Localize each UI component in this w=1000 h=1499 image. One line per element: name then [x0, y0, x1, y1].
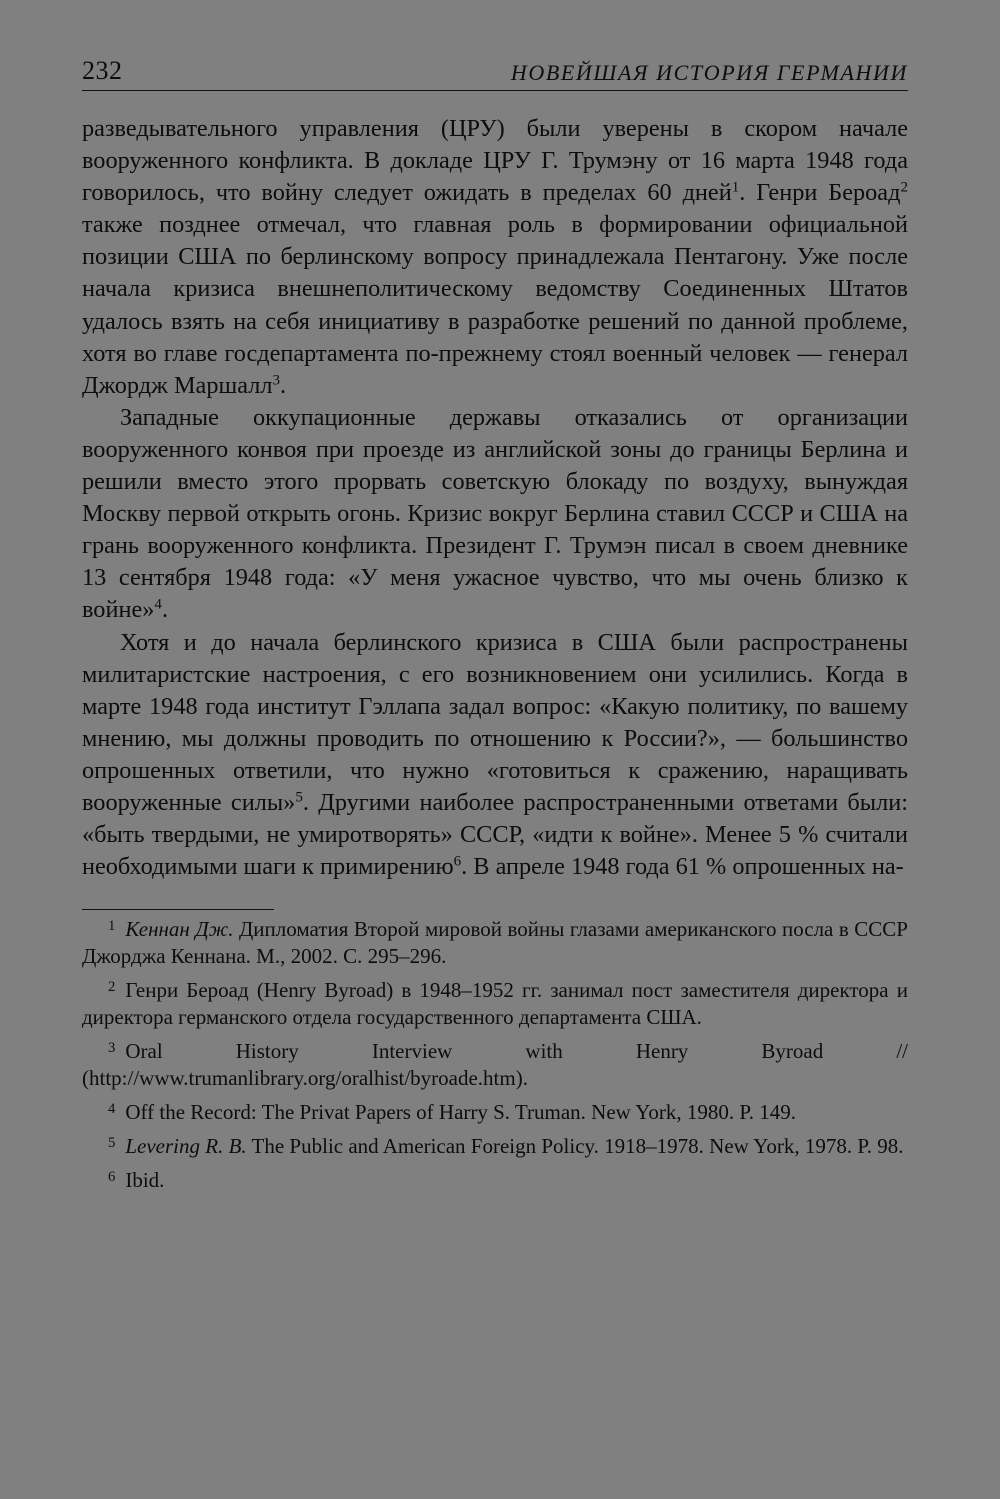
running-head: [82, 50, 908, 91]
footnote-ref: 2: [900, 179, 908, 196]
footnote-ref: 1: [731, 179, 740, 196]
footnote-text: Oral History Interview with Henry Byroad // (http://www.trumanlibrary.org/oralhist/byroade.htm).: [82, 1039, 908, 1091]
footnote-text: Дипломатия Второй мировой войны глазами американского посла в СССР Джорджа Кеннана. М., 2002. С. 295–296.: [82, 917, 908, 969]
paragraph: [82, 113, 908, 402]
footnote-ref: 5: [295, 789, 303, 806]
footnote-divider: [82, 909, 274, 910]
book-page: [82, 50, 908, 1201]
footnote-ref: 3: [272, 372, 280, 389]
footnotes: [82, 916, 908, 1194]
text-run: Западные оккупационные державы отказались от организации вооруженного конвоя при проезде из английской зоны до границы Берлина и решили вместо этого прорвать советскую блокаду по воздуху, вынуждая Москву первой открыть огонь. Кризис вокруг Берлина ставил СССР и США на грань вооруженного конфликта. Президент Г. Трумэн писал в своем дневнике 13 сентября 1948 года: «У меня ужасное чувство, что мы очень близко к войне»: [82, 403, 908, 624]
text-run: . Другими наиболее распространенными ответами были: «быть твердыми, не умиротворять» СССР, «идти к войне». Менее 5 % считали необходимыми шаги к примирению: [82, 788, 908, 881]
main-text: [82, 113, 908, 883]
running-title: НОВЕЙШАЯ ИСТОРИЯ ГЕРМАНИИ: [510, 60, 908, 85]
footnote-text: The Public and American Foreign Policy. 1918–1978. New York, 1978. P. 98.: [246, 1134, 904, 1159]
footnote: 5 Levering R. B. The Public and American Foreign Policy. 1918–1978. New York, 1978. P. 98.: [108, 1134, 904, 1159]
footnote-ref: 6: [453, 853, 462, 870]
footnote: 1 Кеннан Дж. Дипломатия Второй мировой войны глазами американского посла в СССР Джорджа Кеннана. М., 2002. С. 295–296.: [82, 917, 908, 969]
text-run: . В апреле 1948 года 61 % опрошенных на-: [461, 853, 904, 881]
footnote: 2 Генри Бероад (Henry Byroad) в 1948–1952 гг. занимал пост заместителя директора и директора германского отдела государственного департамента США.: [82, 978, 908, 1030]
footnote-author: Кеннан Дж.: [125, 917, 234, 942]
paragraph: [82, 627, 908, 884]
footnote: 3 Oral History Interview with Henry Byroad // (http://www.trumanlibrary.org/oralhist/byroade.htm).: [82, 1039, 908, 1091]
text-run: . Генри Бероад: [739, 179, 901, 207]
footnote-text: Ibid.: [125, 1168, 165, 1193]
paragraph: [82, 402, 908, 627]
footnote: 6 Ibid.: [108, 1168, 165, 1193]
footnote-text: Генри Бероад (Henry Byroad) в 1948–1952 гг. занимал пост заместителя директора и директора германского отдела государственного департамента США.: [82, 978, 908, 1030]
footnote: 4 Off the Record: The Privat Papers of Harry S. Truman. New York, 1980. P. 149.: [108, 1100, 796, 1125]
footnote-author: Levering R. B.: [125, 1134, 247, 1159]
footnote-text: Off the Record: The Privat Papers of Harry S. Truman. New York, 1980. P. 149.: [125, 1100, 796, 1125]
text-run: .: [279, 371, 287, 399]
footnote-ref: 4: [154, 597, 162, 614]
text-run: разведывательного управления (ЦРУ) были уверены в скором начале вооруженного конфликта. В докладе ЦРУ Г. Трумэну от 16 марта 1948 года говорилось, что войну следует ожидать в пределах 60 дней: [82, 115, 908, 207]
text-run: .: [161, 596, 169, 624]
text-run: также позднее отмечал, что главная роль в формировании официальной позиции США по берлинскому вопросу принадлежала Пентагону. Уже после начала кризиса внешнеполитическому ведомству Соединенных Штатов удалось взять на себя инициативу в разработке решений по данной проблеме, хотя во главе госдепартамента по-прежнему стоял военный человек — генерал Джордж Маршалл: [82, 211, 908, 399]
page-number: 232: [82, 56, 123, 85]
text-run: Хотя и до начала берлинского кризиса в США были распространены милитаристские настроения, с его возникновением они усилились. Когда в марте 1948 года институт Гэллапа задал вопрос: «Какую политику, по вашему мнению, мы должны проводить по отношению к России?», — большинство опрошенных ответили, что нужно «готовиться к сражению, наращивать вооруженные силы»: [82, 628, 908, 816]
